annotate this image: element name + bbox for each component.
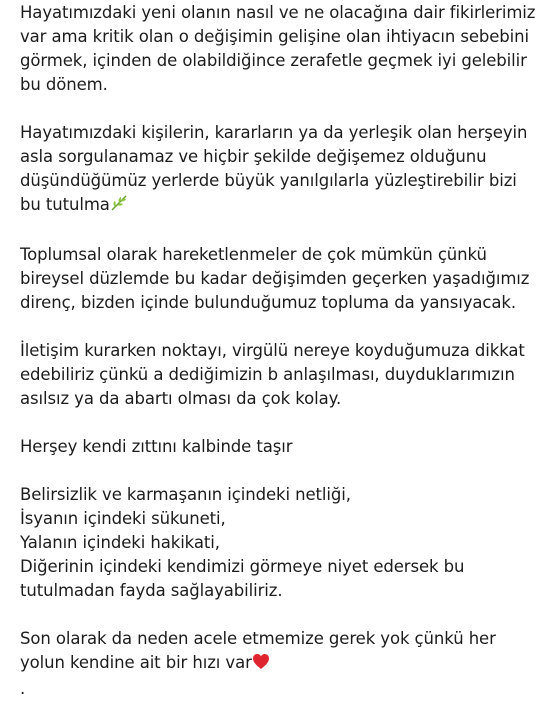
text-line: Toplumsal olarak hareketlenmeler de çok mümkün çünkü <box>20 245 487 264</box>
text-line: edebiliriz çünkü a dediğimizin b anlaşılması, duyduklarımızın <box>20 365 515 384</box>
paragraph-4 <box>20 339 545 411</box>
text-line: Son olarak da neden acele etmemize gerek yok çünkü her <box>20 629 496 648</box>
paragraph-1 <box>20 1 545 97</box>
text-segment: yolun kendine ait bir hızı var <box>20 653 252 672</box>
text-line: asla sorgulanamaz ve hiçbir şekilde değişemez olduğunu <box>20 147 487 166</box>
text-line: Belirsizlik ve karmaşanın içindeki netliği, <box>20 485 351 504</box>
paragraph-6 <box>20 483 545 603</box>
text-line: direnç, bizden içinde bulunduğumuz topluma da yansıyacak. <box>20 293 517 312</box>
text-line: bireysel düzlemde bu kadar değişimden geçerken yaşadığımız <box>20 269 530 288</box>
text-line: bu dönem. <box>20 75 108 94</box>
text-line-with-emoji <box>20 193 545 219</box>
herb-icon <box>110 194 128 219</box>
text-line-with-emoji <box>20 651 545 677</box>
text-line: Diğerinin içindeki kendimizi görmeye niyet edersek bu <box>20 557 465 576</box>
text-segment: bu tutulma <box>20 195 110 214</box>
text-line: görmek, içinden de olabildiğince zerafetle geçmek iyi gelebilir <box>20 51 527 70</box>
paragraph-3 <box>20 243 545 315</box>
red-heart-icon <box>252 653 270 677</box>
text-line: İletişim kurarken noktayı, virgülü nereye koyduğumuza dikkat <box>20 341 525 360</box>
text-line: İsyanın içindeki sükuneti, <box>20 509 226 528</box>
paragraph-7 <box>20 627 545 701</box>
text-line: Hayatımızdaki kişilerin, kararların ya da yerleşik olan herşeyin <box>20 123 528 142</box>
text-line: var ama kritik olan o değişimin gelişine olan ihtiyacın sebebini <box>20 27 529 46</box>
post-body <box>20 0 545 701</box>
text-line: Hayatımızdaki yeni olanın nasıl ve ne olacağına dair fikirlerimiz <box>20 3 536 22</box>
text-line: asılsız ya da abartı olması da çok kolay. <box>20 389 342 408</box>
text-line: tutulmadan fayda sağlayabiliriz. <box>20 581 283 600</box>
text-line: düşündüğümüz yerlerde büyük yanılgılarla yüzleştirebilir bizi <box>20 171 517 190</box>
paragraph-2 <box>20 121 545 219</box>
text-line: Herşey kendi zıttını kalbinde taşır <box>20 437 293 456</box>
paragraph-5 <box>20 435 545 459</box>
trailing-dot: . <box>20 679 26 698</box>
text-line: Yalanın içindeki hakikati, <box>20 533 220 552</box>
